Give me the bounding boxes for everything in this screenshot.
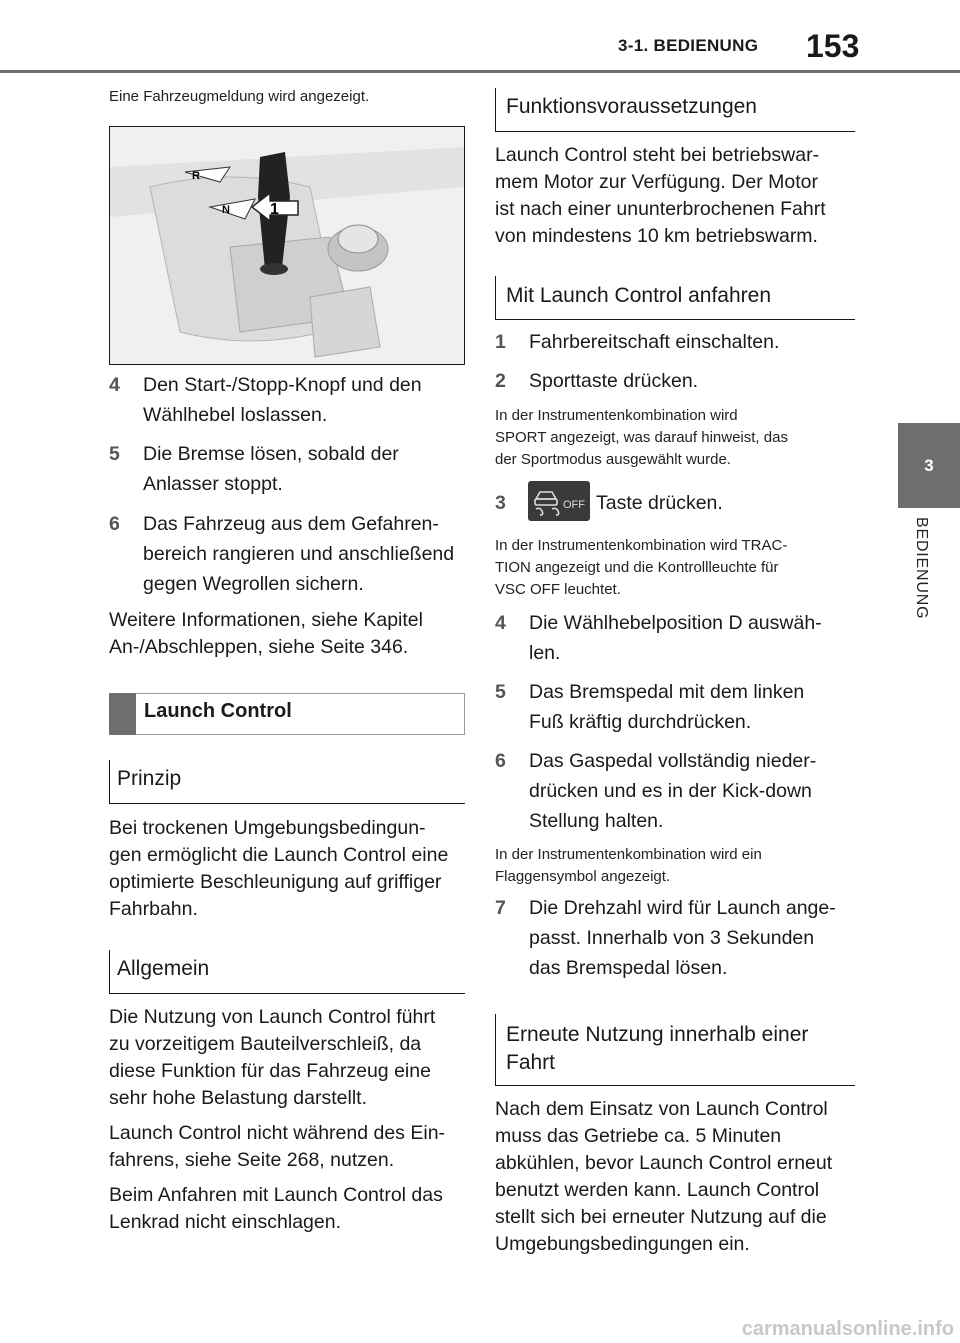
text-line: fahrens, siehe Seite 268, nutzen. [109,1149,395,1171]
step-2 [495,366,855,396]
funktionsvoraussetzungen-heading: Funktionsvoraussetzungen [506,95,757,118]
step-1 [495,327,855,357]
subheading-bar [109,760,110,803]
step-line: Anlasser stoppt. [143,473,283,495]
step-6 [495,746,855,838]
off-label: OFF [563,499,585,511]
step-line: Fuß kräftig durchdrücken. [529,711,752,733]
chapter-tab-label: BEDIENUNG [913,517,930,620]
funk-text [495,142,826,250]
subheading-rule [495,319,855,320]
text-line: In der Instrumentenkombination wird ein [495,846,762,863]
launch-control-heading: Launch Control [144,700,292,722]
text-line: sehr hohe Belastung darstellt. [109,1087,367,1109]
text-line: SPORT angezeigt, was darauf hinweist, das [495,429,788,446]
figure-callout-1: 1 [270,201,279,218]
header-rule [0,70,960,73]
gear-label-n: N [222,204,230,216]
page-number: 153 [806,28,860,64]
step-line: bereich rangieren und anschließend [143,543,455,565]
note-flag [495,844,762,888]
text-line: Launch Control nicht während des Ein- [109,1122,446,1144]
subheading-rule [495,131,855,132]
text-line: Umgebungsbedingungen ein. [495,1233,750,1255]
step-4 [109,370,469,432]
step-line: gegen Wegrollen sichern. [143,573,364,595]
text-line: mem Motor zur Verfügung. Der Motor [495,171,818,193]
step-number: 3 [495,492,506,514]
note-sport [495,405,788,471]
intro-text: Eine Fahrzeugmeldung wird angezeigt. [109,88,370,105]
text-line: Lenkrad nicht einschlagen. [109,1211,341,1233]
text-line: In der Instrumentenkombination wird [495,407,738,424]
step-number: 6 [109,513,120,535]
step-number: 5 [495,681,506,703]
text-line: benutzt werden kann. Launch Control [495,1179,820,1201]
step-line: drücken und es in der Kick-down [529,780,812,802]
text-line: ist nach einer ununterbrochenen Fahrt [495,198,826,220]
step-line: Die Drehzahl wird für Launch ange- [529,897,836,919]
text-line: Fahrbahn. [109,898,198,920]
text-line: Launch Control steht bei betriebswar- [495,144,820,166]
vsc-off-button-icon [528,481,590,521]
erneute-nutzung-heading [506,1021,808,1077]
text-line: zu vorzeitigem Bauteilverschleiß, da [109,1033,422,1055]
step-3 [495,488,525,518]
traction-icon [528,481,590,521]
step-line: Die Bremse lösen, sobald der [143,443,399,465]
erneut-text [495,1096,832,1258]
step-line: Das Bremspedal mit dem linken [529,681,805,703]
step-line: Sporttaste drücken. [529,370,699,392]
step-5 [495,677,855,739]
text-line: Weitere Informationen, siehe Kapitel [109,609,423,631]
step-line: das Bremspedal lösen. [529,957,728,979]
step-line: Den Start-/Stopp-Knopf und den [143,374,422,396]
gear-selector-figure [109,126,465,365]
step-line: Stellung halten. [529,810,664,832]
prinzip-heading: Prinzip [117,767,182,790]
text-line: stellt sich bei erneuter Nutzung auf die [495,1206,827,1228]
step-line: len. [529,642,561,664]
text-line: Flaggensymbol angezeigt. [495,868,671,885]
step-number: 5 [109,443,120,465]
mit-launch-control-heading: Mit Launch Control anfahren [506,284,771,307]
step-3-text: Taste drücken. [596,492,723,514]
step-line: passt. Innerhalb von 3 Sekunden [529,927,815,949]
text-line: In der Instrumentenkombination wird TRAC- [495,537,788,554]
step-line: Die Wählhebelposition D auswäh- [529,612,822,634]
subheading-rule [109,993,465,994]
step-line: Wählhebel loslassen. [143,404,328,426]
text-line: gen ermöglicht die Launch Control eine [109,844,449,866]
allgemein-heading: Allgemein [117,957,210,980]
step-number: 6 [495,750,506,772]
watermark: carmanualsonline.info [741,1318,954,1340]
text-line: Beim Anfahren mit Launch Control das [109,1184,443,1206]
heading-marker [109,693,136,735]
step-5 [109,439,469,501]
subheading-bar [495,1014,496,1085]
allgemein-text [109,1004,445,1236]
text-line: VSC OFF leuchtet. [495,581,621,598]
chapter-tab-number: 3 [924,455,934,475]
heading-line: Erneute Nutzung innerhalb einer [506,1023,809,1046]
text-line: Nach dem Einsatz von Launch Control [495,1098,828,1120]
subheading-bar [109,950,110,993]
text-line: diese Funktion für das Fahrzeug eine [109,1060,431,1082]
text-line: TION angezeigt und die Kontrollleuchte für [495,559,779,576]
info-text [109,607,423,661]
step-line: Das Gaspedal vollständig nieder- [529,750,817,772]
section-heading: 3-1. BEDIENUNG [618,36,759,55]
text-line: Bei trockenen Umgebungsbedingun- [109,817,426,839]
step-number: 4 [109,374,120,396]
step-number: 1 [495,331,506,353]
subheading-bar [495,88,496,131]
subheading-rule [109,803,465,804]
text-line: von mindestens 10 km betriebswarm. [495,225,818,247]
gear-selector-illustration [110,127,464,364]
step-number: 4 [495,612,506,634]
subheading-bar [495,276,496,319]
step-line: Fahrbereitschaft einschalten. [529,331,780,353]
text-line: Die Nutzung von Launch Control führt [109,1006,436,1028]
step-number: 2 [495,370,506,392]
text-line: An-/Abschleppen, siehe Seite 346. [109,636,409,658]
gear-label-r: R [192,170,200,182]
prinzip-text [109,815,448,923]
text-line: optimierte Beschleunigung auf griffiger [109,871,442,893]
step-6 [109,509,469,601]
heading-line: Fahrt [506,1051,556,1074]
step-7 [495,893,855,985]
subheading-rule [495,1085,855,1086]
text-line: abkühlen, bevor Launch Control erneut [495,1152,833,1174]
note-traction [495,535,787,601]
text-line: der Sportmodus ausgewählt wurde. [495,451,731,468]
step-4 [495,608,855,670]
step-number: 7 [495,897,506,919]
text-line: muss das Getriebe ca. 5 Minuten [495,1125,782,1147]
step-line: Das Fahrzeug aus dem Gefahren- [143,513,439,535]
